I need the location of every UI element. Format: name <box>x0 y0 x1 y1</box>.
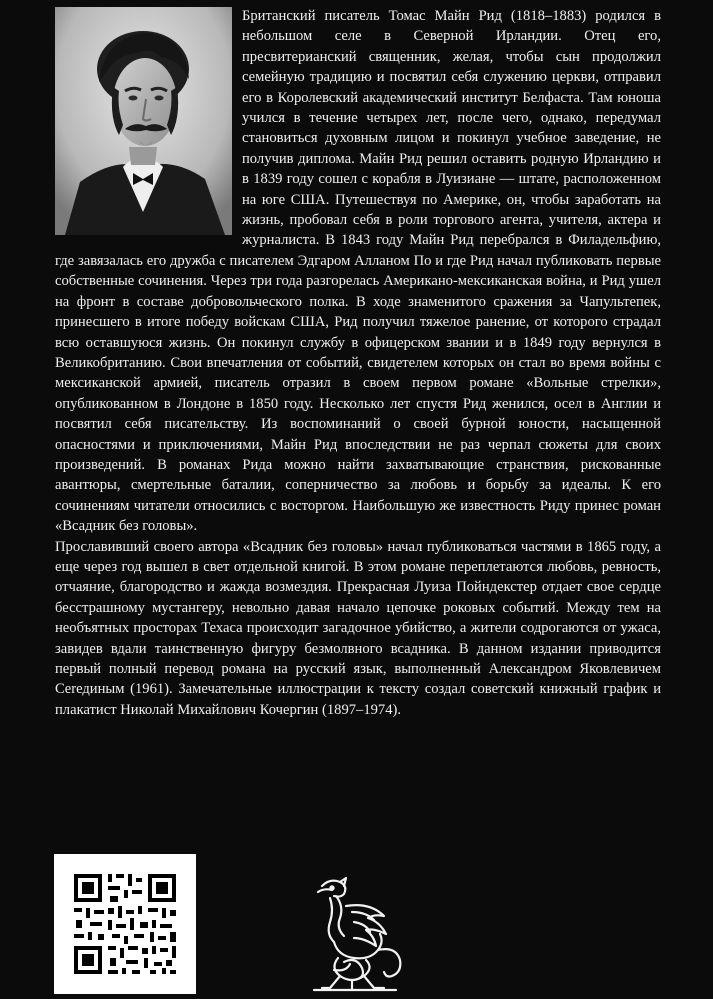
qr-code[interactable] <box>54 854 196 994</box>
portrait-spacer <box>55 6 242 244</box>
biography-text <box>55 6 661 720</box>
qr-code-icon <box>54 854 196 994</box>
biography-paragraph-1: Британский писатель Томас Майн Рид (1818–1883) родился в небольшом селе в Северной Ирландии. Отец его, пресвитерианский священник, желая, чтобы сын продолжил семейную традицию и посвятил себя служению церкви, отправил его в Королевский академический институт Белфаста. Там юноша учился в течение четырех лет, после чего, однако, передумал становиться духовным лицом и покинул учебное заведение, не получив диплома. Майн Рид решил оставить родную Ирландию и в 1839 году сошел с корабля в Луизиане — штате, расположенном на юге США. Путешествуя по Америке, он, чтобы заработать на жизнь, пробовал себя в роли торгового агента, учителя, актера и журналиста. В 1843 году Майн Рид перебрался в Филадельфию, где завязалась его дружба с писателем Эдгаром Алланом По и где Рид начал публиковать первые собственные сочинения. Через три года разгорелась Американо-мексиканская война, и Рид ушел на фронт в составе добровольческого полка. В ходе знаменитого сражения за Чапультепек, принесшего в итоге победу войскам США, Рид получил тяжелое ранение, от которого страдал всю оставшуюся жизнь. Он покинул службу в офицерском звании и в 1849 году вернулся в Великобританию. Свои впечатления от событий, свидетелем которых он стал во время войны с мексиканской армией, писатель отразил в своем первом романе «Вольные стрелки», опубликованном в Лондоне в 1850 году. Несколько лет спустя Рид женился, осел в Англии и посвятил себя писательству. Из воспоминаний о своей бурной юности, насыщенной опасностями и приключениями, Майн Рид впоследствии не раз черпал сюжеты для своих произведений. В романах Рида можно найти захватывающие странствия, рискованные авантюры, смертельные баталии, соперничество за любовь и борьбу за идеалы. К его сочинениям читатели относились с восторгом. Наибольшую же известность Риду принес роман «Всадник без головы». <box>55 8 661 535</box>
publisher-emblem <box>300 876 410 994</box>
griffin-emblem-icon <box>300 876 410 994</box>
biography-paragraph-2: Прославивший своего автора «Всадник без головы» начал публиковаться частями в 1865 году, а еще через год вышел в свет отдельной книгой. В этом романе переплетаются любовь, ревность, отчаяние, благородство и жажда возмездия. Прекрасная Луиза Пойндекстер отдает свое сердце бесстрашному мустангеру, невольно давая начало цепочке роковых событий. Между тем на необъятных просторах Техаса происходит загадочное убийство, а жители содрогаются от ужаса, завидев вдали таинственную фигуру безмолвного всадника. В данном издании приводится первый полный перевод романа на русский язык, выполненный Александром Яковлевичем Сerединым (1961). Замечательные иллюстрации к тексту создал советский книжный график и плакатист Николай Михайлович Кочергин (1897–1974). <box>55 538 661 718</box>
